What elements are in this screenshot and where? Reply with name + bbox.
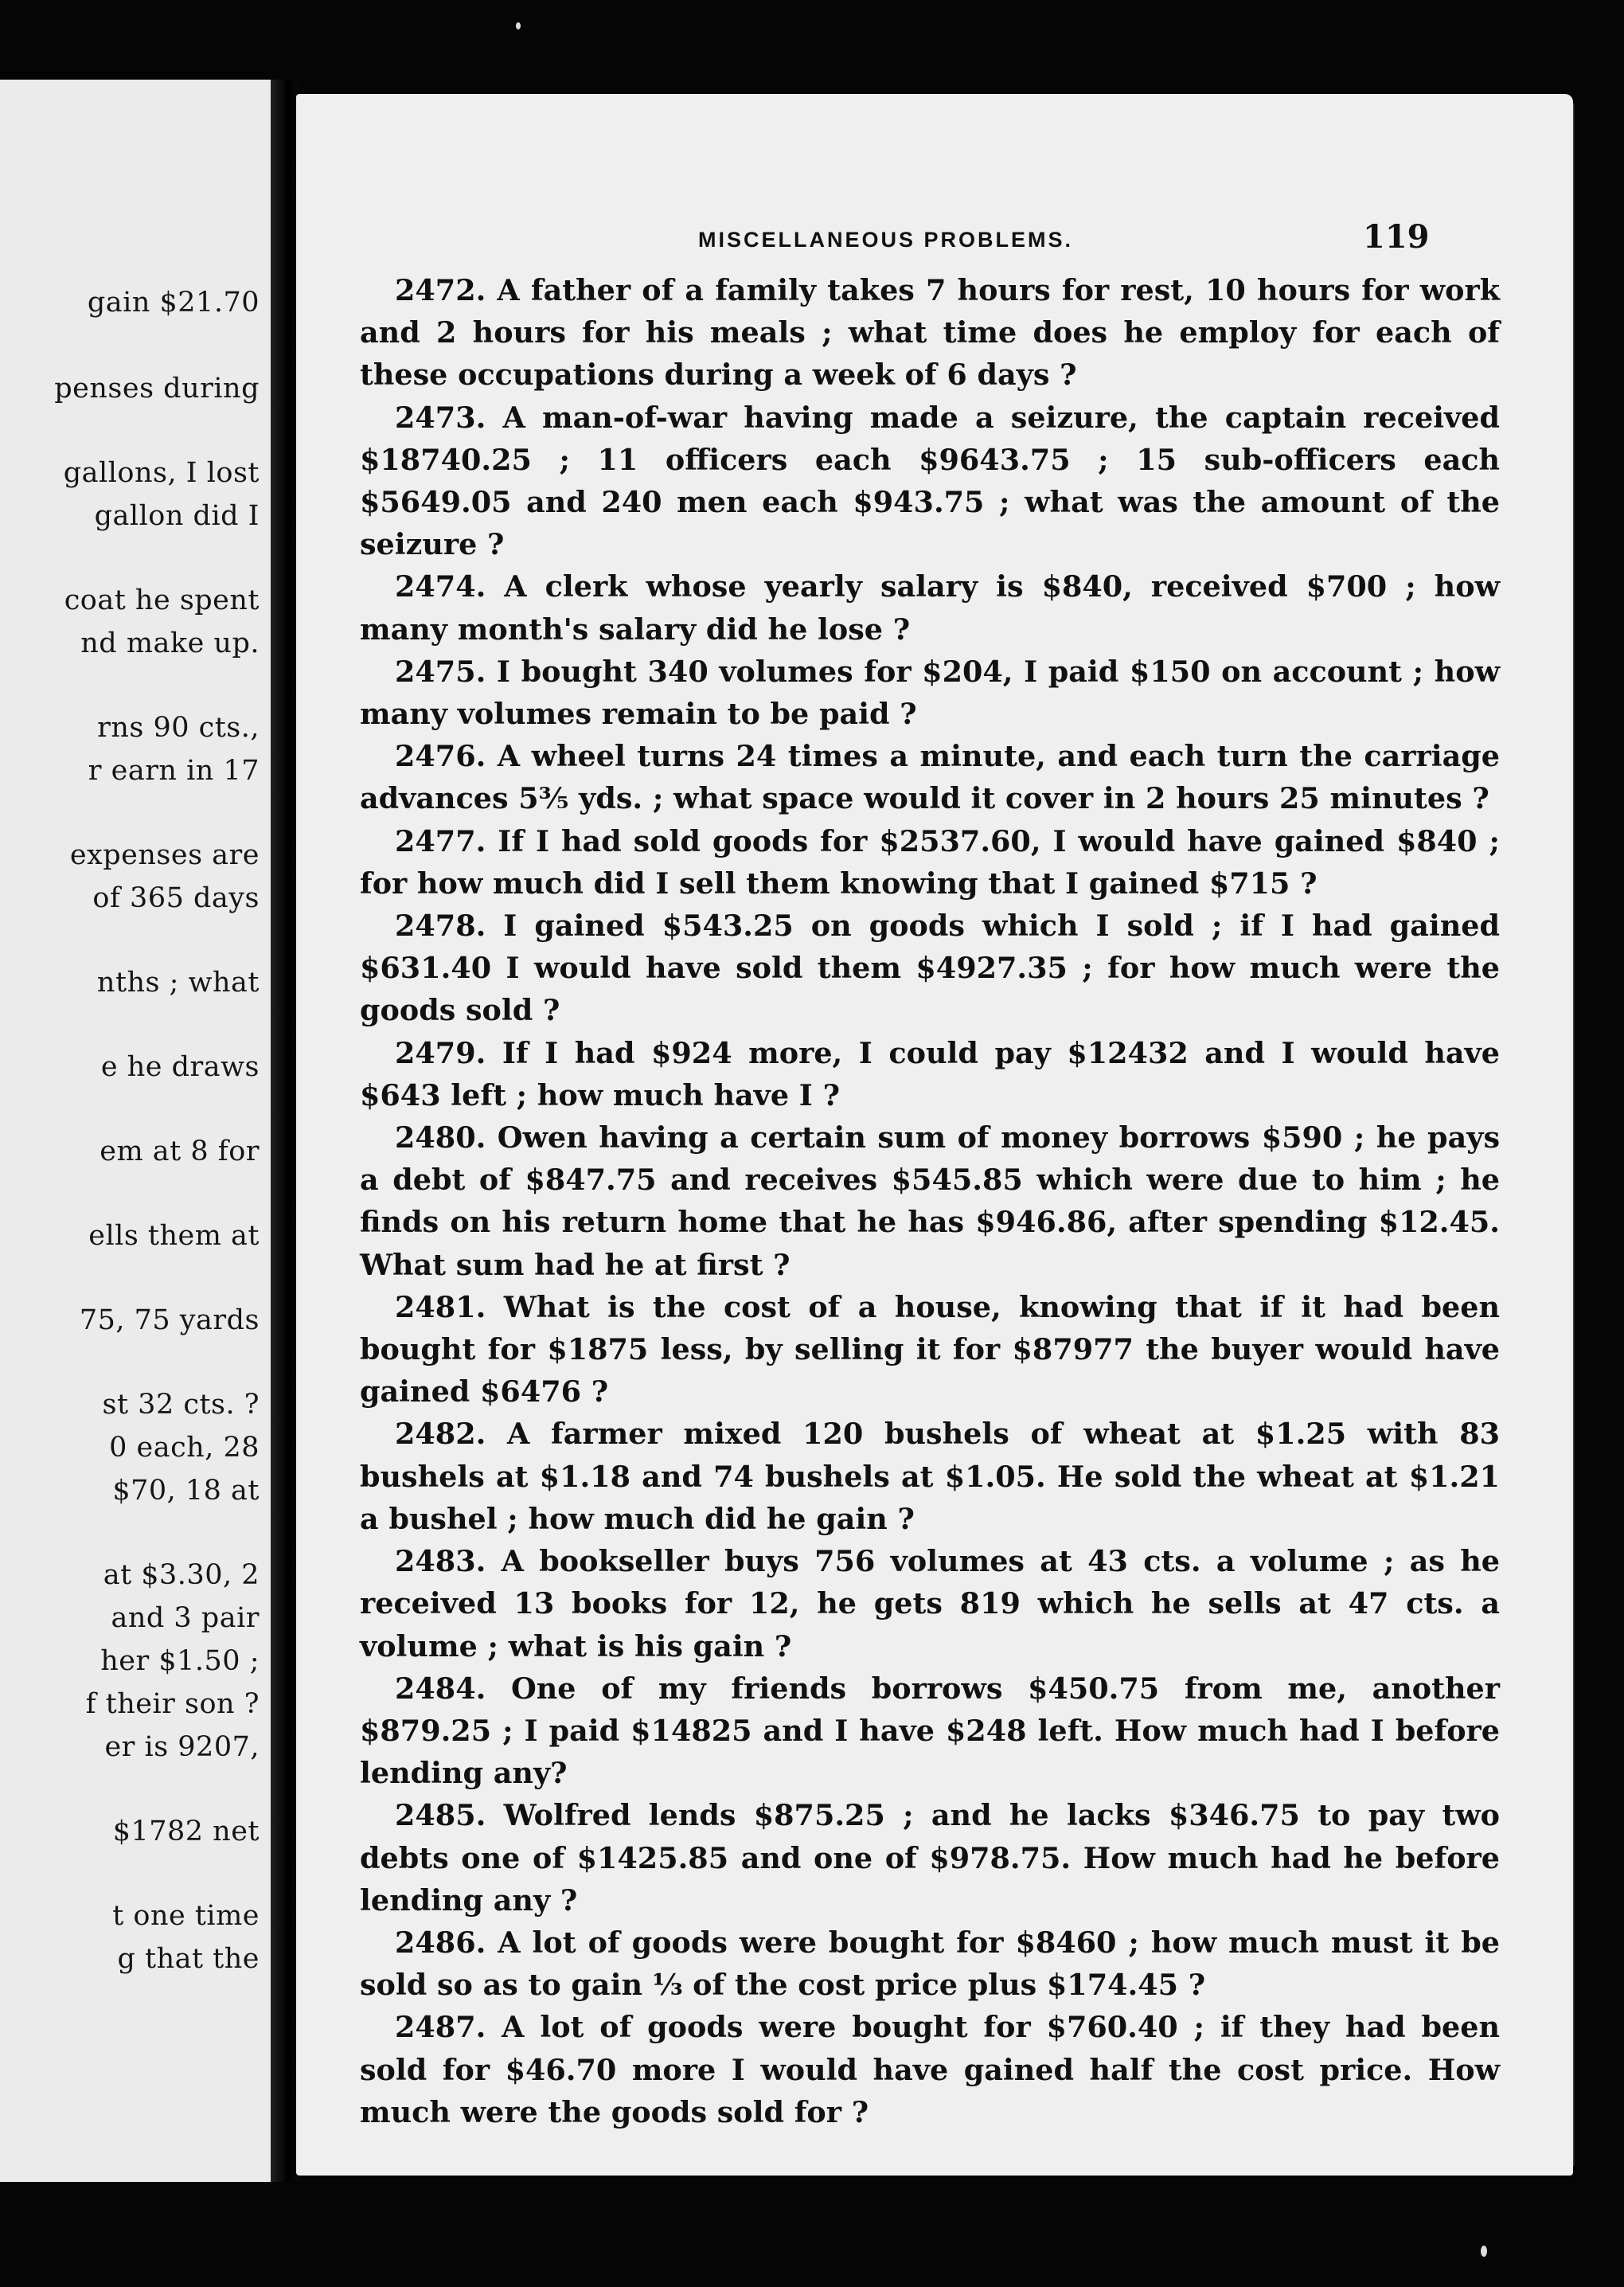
problem-2473: 2473. A man-of-war having made a seizure, the captain received $18740.25 ; 11 officers each $9643.75 ; 15 sub-officers each $5649.05 and 240 men each $943.75 ; what was the amount of the seizure ?	[360, 400, 1500, 562]
left-page-text-line: expenses are	[69, 839, 260, 871]
page-119	[296, 94, 1573, 2176]
problem-2485: 2485. Wolfred lends $875.25 ; and he lacks $346.75 to pay two debts one of $1425.85 and one of $978.75. How much had he before lending any ?	[360, 1798, 1500, 1918]
facing-page-left	[0, 80, 271, 2182]
problem-2474: 2474. A clerk whose yearly salary is $840, received $700 ; how many month's salary did he lose ?	[360, 569, 1500, 647]
left-page-text-line: gallon did I	[94, 500, 260, 532]
problem-2486: 2486. A lot of goods were bought for $8460 ; how much must it be sold so as to gain ⅓ of the cost price plus $174.45 ?	[360, 1925, 1500, 2003]
problem-2478: 2478. I gained $543.25 on goods which I sold ; if I had gained $631.40 I would have sold them $4927.35 ; for how much were the goods sold ?	[360, 909, 1500, 1028]
left-page-text-line: penses during	[54, 373, 260, 405]
left-page-text-line: e he draws	[100, 1051, 260, 1083]
left-page-text-line: r earn in 17	[88, 755, 260, 787]
left-page-text-line: nd make up.	[80, 627, 260, 659]
left-page-text-line: ells them at	[88, 1220, 260, 1252]
left-page-text-line: nths ; what	[96, 967, 260, 999]
problem-2481: 2481. What is the cost of a house, knowing that if it had been bought for $1875 less, by selling it for $87977 the buyer would have gained $6476 ?	[360, 1289, 1500, 1409]
problem-2482: 2482. A farmer mixed 120 bushels of wheat at $1.25 with 83 bushels at $1.18 and 74 bushels at $1.05. He sold the wheat at $1.21 a bushel ; how much did he gain ?	[360, 1417, 1500, 1536]
book-gutter-shadow	[271, 80, 299, 2182]
problem-2477: 2477. If I had sold goods for $2537.60, I would have gained $840 ; for how much did I sell them knowing that I gained $715 ?	[360, 823, 1500, 901]
left-page-text-line: of 365 days	[92, 882, 260, 914]
left-page-text-line: $1782 net	[112, 1816, 260, 1847]
problem-2475: 2475. I bought 340 volumes for $204, I paid $150 on account ; how many volumes remain to be paid ?	[360, 654, 1500, 732]
left-page-text-line: 0 each, 28	[109, 1432, 260, 1464]
left-page-text-line: 75, 75 yards	[79, 1304, 260, 1336]
problem-2472: 2472. A father of a family takes 7 hours for rest, 10 hours for work and 2 hours for his meals ; what time does he employ for each of these occupations during a week of 6 days ?	[360, 273, 1500, 393]
running-title: MISCELLANEOUS PROBLEMS.	[698, 228, 1074, 252]
left-page-text-line: rns 90 cts.,	[97, 712, 260, 744]
scan-speck	[1481, 2246, 1487, 2257]
left-page-text-line: and 3 pair	[111, 1602, 260, 1634]
page-number: 119	[1363, 218, 1430, 256]
problem-2483: 2483. A bookseller buys 756 volumes at 43 cts. a volume ; as he received 13 books for 12, he gets 819 which he sells at 47 cts. a volume ; what is his gain ?	[360, 1544, 1500, 1663]
problem-2484: 2484. One of my friends borrows $450.75 from me, another $879.25 ; I paid $14825 and I have $248 left. How much had I before lending any?	[360, 1671, 1500, 1791]
problem-2479: 2479. If I had $924 more, I could pay $12432 and I would have $643 left ; how much have I ?	[360, 1035, 1500, 1112]
left-page-text-line: her $1.50 ;	[100, 1645, 260, 1677]
left-page-text-line: st 32 cts. ?	[102, 1389, 260, 1421]
left-page-text-line: em at 8 for	[100, 1136, 260, 1167]
problem-list	[360, 269, 1500, 2133]
left-page-text-line: $70, 18 at	[112, 1475, 260, 1507]
scan-speck	[516, 22, 521, 29]
problem-2487: 2487. A lot of goods were bought for $760.40 ; if they had been sold for $46.70 more I would have gained half the cost price. How much were the goods sold for ?	[360, 2010, 1500, 2129]
left-page-text-line: f their son ?	[85, 1688, 260, 1720]
problem-2476: 2476. A wheel turns 24 times a minute, and each turn the carriage advances 5⅗ yds. ; what space would it cover in 2 hours 25 minutes ?	[360, 739, 1500, 816]
left-page-text-line: at $3.30, 2	[103, 1559, 260, 1591]
left-page-text-line: gain $21.70	[87, 287, 260, 319]
left-page-text-line: g that the	[117, 1943, 260, 1975]
left-page-text-line: gallons, I lost	[63, 457, 260, 489]
left-page-text-line: er is 9207,	[104, 1731, 260, 1763]
left-page-text-line: coat he spent	[64, 584, 260, 616]
problem-2480: 2480. Owen having a certain sum of money borrows $590 ; he pays a debt of $847.75 and receives $545.85 which were due to him ; he finds on his return home that he has $946.86, after spending $12.45. What sum had he at first ?	[360, 1120, 1500, 1282]
left-page-text-line: t one time	[112, 1900, 260, 1932]
